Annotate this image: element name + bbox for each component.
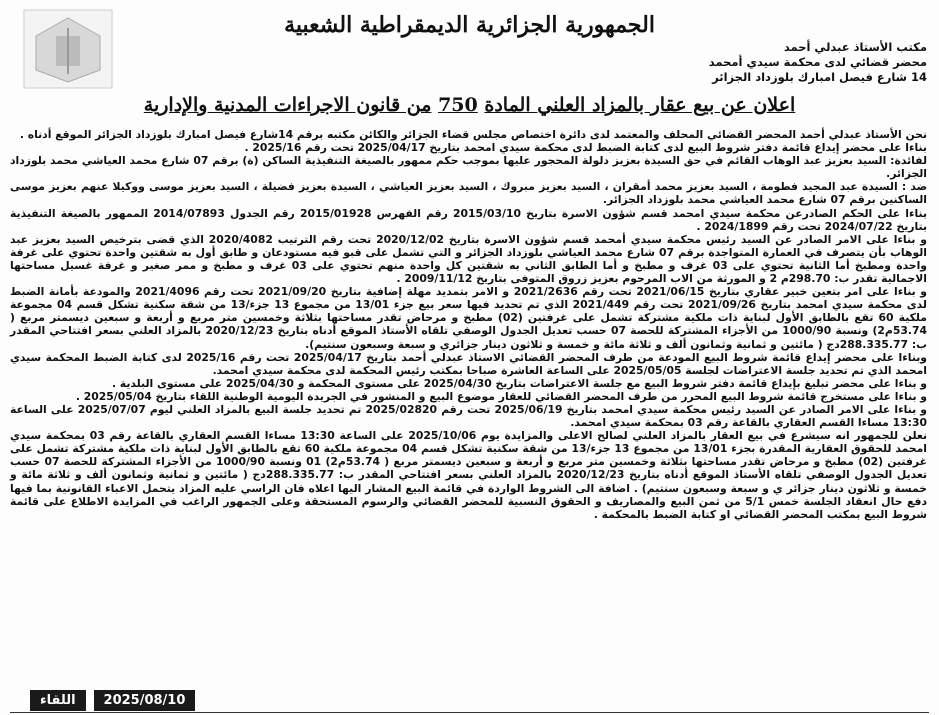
newspaper-name-badge: اللقاء — [30, 690, 86, 711]
paragraph: بناءا على الحكم الصادرعن محكمة سيدي امحمد قسم شؤون الاسرة بتاريخ 2015/03/10 رقم الفهرس 2015/01928 رقم الجدول 2014/07893 الممهور بالصيغة التنفيذية بتاريخ 2024/07/22 تحت رقم 2024/1899 . — [10, 206, 927, 233]
paragraph: و بناءا على مستخرج قائمة شروط البيع المحرر من طرف المحضر القضائي للعقار موضوع البيع و المنشور في الجريدة اليومية الوطنية اللقاء بتاريخ 2025/05/04 . — [75, 389, 927, 403]
republic-title: الجمهورية الجزائرية الديمقراطية الشعبية — [284, 12, 655, 38]
paragraph: ضد : السيدة عبد المجيد فطومة ، السيد بعزيز محمد أمقران ، السيد بعزيز مبروك ، السيد بعزيز العياشي ، السيدة بعزيز فضيلة ، السيد بعزيز موسى ووكيلا عنهم بعزيز موسى الساكنين برقم 07 شارع محمد العياشي محمد بلوزداد الجزائر. — [10, 180, 927, 207]
announcement-body — [10, 128, 927, 521]
announcement-heading — [0, 94, 939, 116]
bottom-rule — [10, 712, 929, 713]
heading-article-number: 750 — [438, 94, 478, 116]
publication-date-badge: 2025/08/10 — [94, 690, 196, 711]
bailiff-seal-logo — [22, 8, 114, 90]
publication-footer — [30, 690, 195, 711]
office-line: مكتب الأستاذ عبدلي أحمد — [783, 40, 927, 54]
paragraph: و بناءا على محضر تبليغ بإيداع قائمة دفتر شروط البيع مع جلسة الاعتراضات بتاريخ 2025/04/30 على مستوى المحكمة و 2025/04/30 على مستوى البلدية . — [111, 376, 927, 390]
paragraph: و بناءا على الامر الصادر عن السيد رئيس محكمة سيدي امحمد بتاريخ 2025/06/19 تحت رقم 2025/02820 تم تحديد جلسة البيع بالمزاد العلني ليوم 2025/07/07 على الساعة 13:30 مساءا القسم العقاري بالقاعة رقم 03 بمحكمة سيدي امحمد. — [10, 402, 928, 430]
heading-part2: من قانون الاجراءات المدنية والإدارية — [143, 94, 432, 116]
bailiff-office-block — [709, 40, 927, 85]
office-line: محضر قضائي لدى محكمة سيدي أمحمد — [708, 55, 927, 69]
paragraph: و بناءا على امر بتعين خبير عقاري بتاريخ 2021/06/15 تحت رقم 2021/2636 و الامر بتمديد مهلة إضافية بتاريخ 2021/09/20 تحت رقم 2021/4096 والمودعة بأمانة الضبط لدى محكمة سيدي امحمد بتاريخ 2021/09/26 تحت رقم 2021/449 الذي تم تحديد فيها سعر بيع جزء 13/01 من مجموع 13 جزء/13 من شقة سكنية تشكل قسم 04 مجموعة ملكية 60 تقع بالطابق الأول لبناية ذات ملكية مشتركة تشمل على غرفتين (02) مطبخ و مرحاض تقدر مساحتها بثلاثة وخمسين متر مربع و أربعة و سبعين ديسمتر مربع ( 53.74م2) ونسبة 1000/90 من الأجزاء المشتركة للحصة 07 حسب تعديل الجدول الوصفي تلقاه الأستاذ الموقع أدناه بتاريخ 2020/12/23 بالمزاد العلني بسعر افتتاحي المقدر ب: 288.335.77دج ( مائتين و ثمانية وثمانون ألف و ثلاثة مائة و خمسة و ثلاثون دينار جزائري و سبعة وسبعون سنتيم). — [10, 285, 927, 351]
paragraph: نحن الأستاذ عبدلي أحمد المحضر القضائي المحلف والمعتمد لدى دائرة اختصاص مجلس قضاء الجزائر والكائن مكتبه برقم 14شارع فيصل امبارك بلوزداد الجزائر الموقع أدناه . — [19, 128, 927, 141]
paragraph: نعلن للجمهور انه سيشرع في بيع العقار بالمزاد العلني لصالح الاعلى والمزايدة يوم 2025/10/06 على الساعة 13:30 مساءا القسم العقاري بالقاعة رقم 03 بمحكمة سيدي امحمد للحقوق العقارية المقدرة بجزء 13/01 من مجموع 13 جزء/13 من شقة سكنية تشكل قسم 04 مجموعة ملكية 60 تقع بالطابق الأول لبناية ذات ملكية مشتركة تشمل على غرفتين (02) مطبخ و مرحاض تقدر مساحتها بثلاثة وخمسين متر مربع و أربعة و سبعين ديسمتر مربع ( 53.74م2) 01 ونسبة 1000/90 من الأجزاء المشتركة للحصة 07 حسب تعديل الجدول الوصفي تلقاه الأستاذ الموقع أدناه بتاريخ 2020/12/23 بالمزاد العلني بسعر افتتاحي المقدر ب: 288.335.77دج ( مائتين و ثمانية وثمانون ألف و ثلاثة مائة و خمسة و ثلاثون دينار جزائر ي و سبعة وسبعون سنتيم) . اضافة الى الشروط الواردة في قائمة البيع المشار اليها اعلاه فان الراسي عليه المزاد يتحمل الاعباء القانونية بما فيها دفع حال انعقاد الجلسة خمس 5/1 من ثمن البيع والمصاريف و الحقوق النسبية للمحضر القضائي والرسوم المستحقة وعلى الجمهور الراغب في المزايدة الاطلاع على قائمة شروط البيع بمكتب المحضر القضائي او كتابة الضبط بالمحكمة . — [10, 429, 928, 521]
heading-part1: اعلان عن بيع عقار بالمزاد العلني المادة — [484, 94, 796, 116]
office-line: 14 شارع فيصل امبارك بلوزداد الجزائر — [712, 70, 927, 84]
paragraph: لفائدة: السيد بعزيز عبد الوهاب القائم في حق السيدة بعزيز دلولة المحجور عليها بموجب حكم ممهور بالصيغة التنفيذية الساكن (ة) برقم 07 شارع محمد العياشي محمد بلوزداد الجزائر. — [10, 154, 927, 181]
paragraph: و بناءا على الامر الصادر عن السيد رئيس محكمة سيدي أمحمد قسم شؤون الاسرة بتاريخ 2020/12/02 تحت رقم الترتيب 2020/4082 الذي قضى بترخيص السيد بعزيز عبد الوهاب بأن يتصرف في العمارة المتواجدة برقم 07 شارع محمد العياشي بلوزداد الجزائر و التي تشمل على قبو فيه مستودعان و طابق أول به شقتين واحدة تحتوي على غرفة واحدة ومطبخ أما الثانية تحتوي على 03 غرف و مطبخ و أما الطابق الثاني به شقتين كل واحدة منهم تحتوي على 03 غرف و مطبخ و ممر صغير و غرفة غسيل مساحتها الاجمالية تقدر ب: 298.70م 2 و المورثة من الاب المرحوم بعزيز زروق المتوفى بتاريخ 2009/11/12 . — [10, 232, 928, 286]
paragraph: بناءا على محضر إيداع قائمة دفتر شروط البيع لدى كتابة الضبط لدى محكمة سيدي امحمد بتاريخ 2025/04/17 تحت رقم 2025/16 . — [244, 141, 927, 155]
paragraph: وبناءا على محضر إيداع قائمة شروط البيع المودعة من طرف المحضر القضائي الاستاذ عبدلي أحمد بتاريخ 2025/04/17 تحت رقم 2025/16 لدى كتابة الضبط المحكمة سيدي امحمد الذي تم تحديد جلسة الاعتراضات لجلسة 2025/05/05 على الساعة العاشرة صباحا بمكتب رئيس المحكمة لدى محكمة سيدي امحمد. — [10, 350, 927, 377]
